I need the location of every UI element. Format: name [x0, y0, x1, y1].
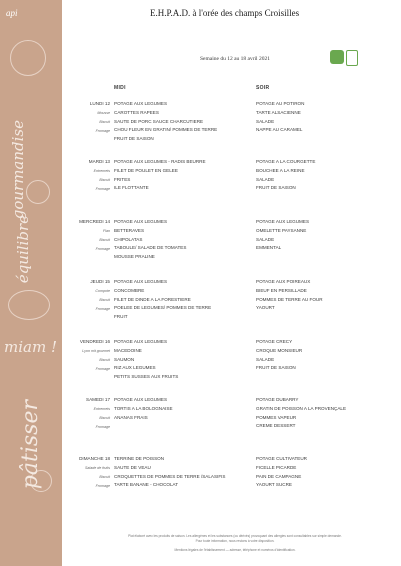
midi-dish: POTAGE AUX LEGUMES [114, 397, 168, 402]
footer-line: Pour toute information, nous restons à votre disposition. [195, 539, 275, 543]
midi-dish: SAUTE DE PORC SAUCE CHARCUTIERE [114, 118, 204, 124]
soir-dish: BOUCHEE A LA REINE [256, 167, 305, 173]
course-label: Fromage [95, 306, 110, 311]
soir-menu [256, 218, 396, 253]
column-header-soir: SOIR [256, 85, 270, 91]
decorative-circle [8, 290, 50, 320]
midi-dish: FILET DE DINDE A LA FORESTIERE [114, 296, 191, 302]
decorative-circle [10, 40, 46, 76]
sidebar-word: miam ! [4, 338, 57, 356]
soir-dish: NAPPE AU CARAMEL [256, 127, 303, 133]
soir-dish: SALADE [256, 176, 275, 182]
soir-dish: POTAGE A LA COURGETTE [256, 159, 316, 164]
midi-menu [114, 396, 244, 422]
soir-dish: YAOURT SUCRE [256, 482, 292, 488]
midi-dish: CONCOMBRE [114, 287, 145, 293]
week-range: Semaine du 12 au 18 avril 2021 [200, 56, 270, 62]
midi-dish: FRITES [114, 176, 131, 182]
midi-menu [114, 100, 244, 144]
soir-dish: POTAGE DUBARRY [256, 397, 299, 402]
soir-menu [256, 158, 396, 193]
midi-dish: CHIPOLATAS [114, 236, 143, 242]
course-label: Salade de fruits [85, 466, 110, 470]
midi-dish: MOUSSE PRALINE [114, 254, 155, 260]
midi-dish: TARTE BANANE - CHOCOLAT [114, 482, 179, 488]
sidebar-word: gourmandise [9, 120, 27, 220]
midi-menu [114, 158, 244, 193]
course-label: Compote [95, 289, 110, 293]
soir-dish: POMMES VAPEUR [256, 414, 297, 420]
midi-menu [114, 338, 244, 382]
soir-menu [256, 455, 396, 490]
midi-dish: CHOU FLEUR EN GRATIN/ POMMES DE TERRE [114, 127, 218, 133]
course-label: Biscuit [99, 177, 110, 182]
soir-dish: SALADE [256, 356, 275, 362]
leaf-icon [346, 50, 358, 66]
sidebar-word: pâtisser [18, 400, 43, 490]
course-label: Entremets [93, 407, 110, 411]
midi-dish: POTAGE AUX LEGUMES [114, 339, 168, 344]
midi-dish: FILET DE POULET EN GELEE [114, 167, 178, 173]
soir-dish: POTAGE AUX POIREAUX [256, 279, 311, 284]
course-label: Fromage [95, 366, 110, 371]
soir-dish: BIEUF EN PERSILLADE [256, 287, 307, 293]
decorative-circle [26, 180, 50, 204]
course-label: Fromage [95, 186, 110, 191]
course-label: Biscuit [99, 297, 110, 302]
soir-dish: SALADE [256, 118, 275, 124]
soir-dish: GRATIN DE POISSON A LA PROVENÇALE [256, 405, 347, 411]
soir-dish: POTAGE AU POTIRON [256, 101, 305, 106]
midi-dish: POELEE DE LEGUMES/ POMMES DE TERRE [114, 305, 212, 311]
soir-dish: POMMES DE TERRE AU FOUR [256, 296, 323, 302]
midi-dish: SAUMON [114, 356, 135, 362]
course-label: Biscuit [99, 119, 110, 124]
midi-dish: ANANAS FRAIS [114, 414, 148, 420]
course-label: Lyon mit gourmet [82, 349, 110, 353]
api-logo: api [6, 8, 18, 18]
course-label: Biscuit [99, 415, 110, 420]
course-label: Entremets [93, 169, 110, 173]
soir-dish: CROQUE MONSIEUR [256, 347, 303, 353]
midi-dish: PETITS SUSSES AUX FRUITS [114, 374, 179, 380]
soir-dish: POTAGE CULTIVATEUR [256, 456, 307, 461]
soir-dish: CREME DESSERT [256, 423, 296, 429]
day-name: VENDREDI 16 [79, 339, 110, 344]
course-label: Mousse [97, 111, 110, 115]
midi-dish: MACEDOINE [114, 347, 142, 353]
day-name: LUNDI 12 [89, 101, 110, 106]
midi-dish: FRUIT [114, 314, 128, 320]
midi-dish: TORTIS A LA BOLOGNAISE [114, 405, 173, 411]
course-label: Fromage [95, 128, 110, 133]
footer-line: Plat élaboré avec les produits de saison. Les allergènes et les substances (ou dérivés) provoquant des allergies sont consultables sur simple demande. [128, 534, 342, 538]
midi-dish: CROQUETTES DE POMMES DE TERRE /SALASIFIS [114, 473, 226, 479]
course-label: Fromage [95, 483, 110, 488]
column-header-midi: MIDI [114, 85, 126, 91]
course-label: Biscuit [99, 237, 110, 242]
soir-menu [256, 278, 396, 313]
soir-dish: PAIN DE CAMPAGNE [256, 473, 302, 479]
midi-menu [114, 455, 244, 490]
soir-dish: OMELETTE PAYSANNE [256, 227, 307, 233]
midi-menu [114, 218, 244, 262]
sidebar-word: équilibre [14, 215, 32, 284]
course-label: Flan [103, 229, 110, 233]
soir-dish: FICELLE PICARDE [256, 464, 297, 470]
midi-dish: POTAGE AUX LEGUMES - RADIS BEURRE [114, 159, 206, 164]
midi-menu [114, 278, 244, 322]
soir-menu [256, 338, 396, 373]
soir-dish: SALADE [256, 236, 275, 242]
soir-menu [256, 100, 396, 135]
decorative-sidebar [0, 0, 62, 566]
soir-dish: FRUIT DE SAISON [256, 185, 296, 191]
midi-dish: TERRINE DE POISSON [114, 456, 165, 461]
midi-dish: TABOULE/ SALADE DE TOMATES [114, 245, 187, 251]
midi-dish: FRUIT DE SAISON [114, 136, 154, 142]
midi-dish: RIZ AUX LEGUMES [114, 365, 156, 371]
midi-dish: POTAGE AUX LEGUMES [114, 279, 168, 284]
midi-dish: BETTERAVES [114, 227, 145, 233]
midi-dish: CAROTTES RAPEES [114, 109, 159, 115]
midi-dish: POTAGE AUX LEGUMES [114, 219, 168, 224]
page-title: E.H.P.A.D. à l'orée des champs Croisilles [150, 8, 300, 18]
day-name: MERCREDI 14 [79, 219, 110, 224]
day-name: DIMANCHE 18 [79, 456, 110, 461]
soir-dish: YAOURT [256, 305, 275, 311]
soir-dish: POTAGE CRECY [256, 339, 293, 344]
midi-dish: SAUTE DE VEAU [114, 464, 151, 470]
course-label: Biscuit [99, 474, 110, 479]
footer-line: Mentions légales de l'établissement — adresse, téléphone et numéros d'identification. [174, 548, 296, 552]
course-label: Fromage [95, 424, 110, 429]
eco-label-icon [330, 50, 344, 64]
midi-dish: POTAGE AUX LEGUMES [114, 101, 168, 106]
midi-dish: ILE FLOTTANTE [114, 185, 149, 191]
day-name: MARDI 13 [88, 159, 110, 164]
soir-dish: EMMENTAL [256, 245, 282, 251]
soir-menu [256, 396, 396, 431]
course-label: Fromage [95, 246, 110, 251]
day-name: JEUDI 15 [90, 279, 110, 284]
soir-dish: FRUIT DE SAISON [256, 365, 296, 371]
soir-dish: POTAGE AUX LEGUMES [256, 219, 310, 224]
soir-dish: TARTE ALSACIENNE [256, 109, 301, 115]
day-name: SAMEDI 17 [86, 397, 110, 402]
course-label: Biscuit [99, 357, 110, 362]
